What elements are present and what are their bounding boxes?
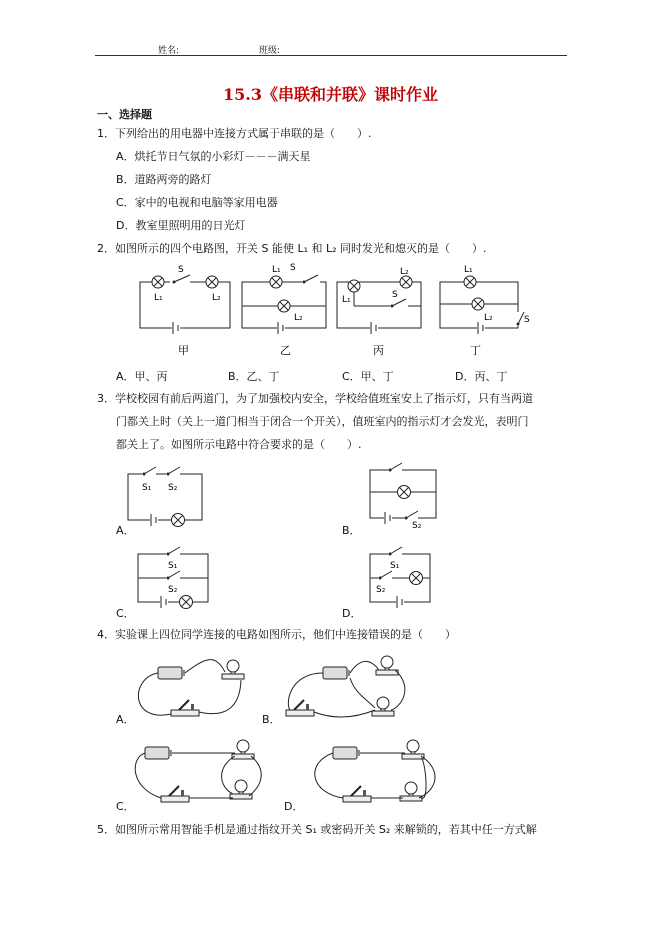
q5-stem: 5．如图所示常用智能手机是通过指纹开关 S₁ 或密码开关 S₂ 来解锁的，若其中任一方式解 [97, 823, 537, 836]
q3-circuits [120, 462, 450, 622]
q3-circuit-b [370, 463, 436, 531]
q4-circuits [125, 648, 455, 818]
q4-option-a[interactable]: A． [116, 713, 135, 726]
ding-s-label: S [524, 315, 530, 325]
q2-option-a[interactable]: A．甲、丙 [116, 370, 168, 383]
section-heading: 一、选择题 [97, 108, 152, 121]
q3-option-d[interactable]: D． [342, 607, 362, 620]
q4-photo-a [138, 660, 244, 716]
q4-stem: 4．实验课上四位同学连接的电路如图所示，他们中连接错误的是（ ） [97, 628, 456, 641]
q2-circuits [130, 262, 530, 362]
jia-l1-label: L₁ [154, 293, 163, 303]
c-s2-label: S₂ [168, 585, 178, 595]
jia-l2-label: L₂ [212, 293, 221, 303]
q3-stem-line2: 门都关上时（关上一道门相当于闭合一个开关），值班室内的指示灯才会发光，表明门 [116, 415, 529, 428]
class-label: 班级: [259, 46, 281, 56]
circuit-bing [337, 267, 421, 357]
q4-photo-d [315, 740, 435, 802]
bing-l2-label: L₂ [400, 267, 409, 277]
yi-l1-label: L₁ [272, 265, 281, 275]
q4-photo-c [135, 740, 261, 802]
q3-circuit-a [128, 467, 202, 527]
q1-stem: 1．下列给出的用电器中连接方式属于串联的是（ ）. [97, 127, 372, 140]
circuit-label-ding: 丁 [470, 344, 481, 357]
page-title: 15.3《串联和并联》课时作业 [223, 85, 438, 104]
q4-option-d[interactable]: D． [284, 800, 304, 813]
ding-l2-label: L₂ [484, 313, 493, 323]
q1-option-d[interactable]: D．教室里照明用的日光灯 [116, 219, 246, 232]
q3-stem-line3: 都关上了。如图所示电路中符合要求的是（ ）. [116, 438, 362, 451]
a-s1-label: S₁ [142, 483, 152, 493]
b-s2-label: S₂ [412, 521, 422, 531]
q1-option-c[interactable]: C．家中的电视和电脑等家用电器 [116, 196, 278, 209]
jia-s-label: S [178, 265, 184, 275]
circuit-jia [140, 265, 230, 357]
circuit-label-bing: 丙 [373, 344, 384, 357]
circuit-yi [242, 263, 326, 357]
q2-option-d[interactable]: D．丙、丁 [455, 370, 508, 383]
header-rule [95, 55, 567, 56]
a-s2-label: S₂ [168, 483, 178, 493]
bing-l1-label: L₁ [342, 295, 351, 305]
q2-option-c[interactable]: C．甲、丁 [342, 370, 394, 383]
q3-option-b[interactable]: B． [342, 524, 361, 537]
circuit-label-yi: 乙 [280, 344, 291, 357]
q3-circuit-c [138, 547, 208, 609]
circuit-ding [440, 265, 530, 357]
q3-circuit-d [370, 547, 430, 608]
q1-option-b[interactable]: B．道路两旁的路灯 [116, 173, 212, 186]
name-label: 姓名: [158, 46, 180, 56]
q2-stem: 2．如图所示的四个电路图，开关 S 能使 L₁ 和 L₂ 同时发光和熄灭的是（ ）. [97, 242, 487, 255]
q1-option-a[interactable]: A．烘托节日气氛的小彩灯－－－满天星 [116, 150, 311, 163]
d-s1-label: S₁ [390, 561, 400, 571]
d-s2-label: S₂ [376, 585, 386, 595]
q3-option-c[interactable]: C． [116, 607, 135, 620]
yi-s-label: S [290, 263, 296, 273]
q2-option-b[interactable]: B．乙、丁 [228, 370, 280, 383]
circuit-label-jia: 甲 [178, 344, 189, 357]
ding-l1-label: L₁ [464, 265, 473, 275]
yi-l2-label: L₂ [294, 313, 303, 323]
q4-option-b[interactable]: B． [262, 713, 281, 726]
q4-option-c[interactable]: C． [116, 800, 135, 813]
q3-stem-line1: 3．学校校园有前后两道门，为了加强校内安全，学校给值班室安上了指示灯，只有当两道 [97, 392, 533, 405]
q4-photo-b [286, 656, 405, 717]
q3-option-a[interactable]: A． [116, 524, 135, 537]
bing-s-label: S [392, 290, 398, 300]
c-s1-label: S₁ [168, 561, 178, 571]
